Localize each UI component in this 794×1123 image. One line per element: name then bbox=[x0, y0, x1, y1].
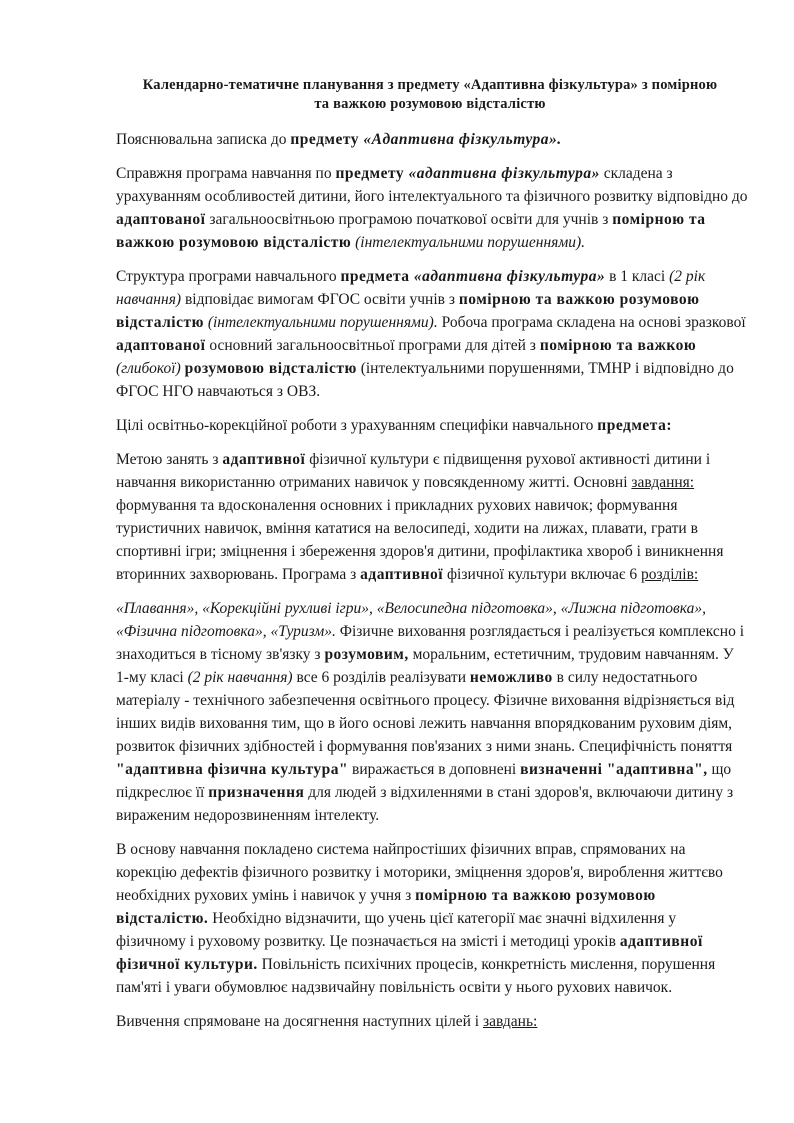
text-run: формування та вдосконалення основних і прикладних рухових навичок; формування туристичних навичок, вміння кататися на велосипеді, ходити на лижах, плавати, грати в спортивні ігри; зміцнення і збереження здоров'я дитини, профілактика хвороб і виникнення вторинних захворювань. Програма з bbox=[116, 497, 724, 583]
paragraph-program-intro bbox=[116, 162, 748, 254]
bold-text-run: визначенні "адаптивна", bbox=[520, 761, 708, 778]
text-run: відповідає вимогам ФГОС освіти учнів з bbox=[181, 291, 459, 308]
text-run: загальноосвітньою програмою початкової освіти для учнів з bbox=[205, 211, 613, 228]
text-run: виражається в доповнені bbox=[348, 761, 521, 778]
text-run: Справжня програма навчання по bbox=[116, 165, 336, 182]
italic-text-run: (інтелектуальними порушеннями). bbox=[207, 314, 438, 331]
bold-text-run: "адаптивна фізична культура" bbox=[116, 761, 349, 778]
text-run: Повільність психічних процесів, конкретність мислення, порушення пам'яті і уваги обумовлює надзвичайну повільність освіти у нього рухових навичок. bbox=[116, 956, 716, 996]
bold-text-run: неможливо bbox=[469, 669, 553, 686]
italic-text-run: (2 рік навчання) bbox=[187, 669, 293, 686]
bold-text-run: помірною та важкою розумовою відсталістю. bbox=[116, 887, 656, 927]
bold-text-run: предмету bbox=[290, 131, 364, 148]
text-run: Робоча програма складена на основі зразкової bbox=[437, 314, 746, 331]
bold-text-run: предмета: bbox=[597, 417, 673, 434]
underlined-text-run: завдання: bbox=[631, 474, 695, 491]
text-run: фізичної культури включає 6 bbox=[443, 566, 641, 583]
bold-text-run: призначення bbox=[208, 784, 305, 801]
bold-text-run: розумовим, bbox=[324, 646, 409, 663]
text-run: основний загальноосвітньої програми для дітей з bbox=[205, 337, 540, 354]
paragraph-goals-heading bbox=[116, 414, 748, 437]
text-run: Структура програми навчального bbox=[116, 268, 341, 285]
bold-text-run: адаптованої bbox=[116, 211, 206, 228]
text-run: Метою занять з bbox=[116, 451, 223, 468]
text-run: все 6 розділів реалізувати bbox=[292, 669, 470, 686]
bold-text-run: розумовою відсталістю bbox=[184, 360, 357, 377]
text-run: Вивчення спрямоване на досягнення наступних цілей і bbox=[116, 1013, 483, 1030]
document-body bbox=[116, 128, 748, 1044]
bold-text-run: предмету bbox=[335, 165, 409, 182]
bold-text-run: адаптивної bbox=[360, 566, 444, 583]
bold-text-run: предмета bbox=[340, 268, 414, 285]
text-run: фізичної культури є підвищення рухової активності дитини і навчання використанню отриманих навичок у повсякденному житті. Основні bbox=[116, 451, 711, 491]
italic-text-run: (2 рік навчання) bbox=[116, 268, 706, 308]
bold-text-run: помірною та важкою розумовою відсталістю bbox=[116, 291, 700, 331]
text-run: в силу недостатнього матеріалу - технічного забезпечення освітнього процесу. Фізичне виховання відрізняється від інших видів виховання тим, що в його основі лежить навчання впорядкованим руховим діям, розвиток фізичних здібностей і формування пов'язаних з ними знань. Специфічність поняття bbox=[116, 669, 735, 755]
bold-italic-text-run: «Адаптивна фізкультура». bbox=[363, 131, 562, 148]
paragraph-program-structure bbox=[116, 265, 748, 403]
text-run: що підкреслює її bbox=[116, 761, 732, 801]
bold-italic-text-run: «адаптивна фізкультура» bbox=[413, 268, 606, 285]
page-title bbox=[100, 76, 760, 114]
text-run: для людей з відхиленнями в стані здоров'я, включаючи дитину з вираженим недорозвиненням інтелекту. bbox=[116, 784, 734, 824]
text-run: (інтелектуальними порушеннями, ТМНР і відповідно до ФГОС НГО навчаються з ОВЗ. bbox=[116, 360, 734, 400]
title-line-1: Календарно-тематичне планування з предмету «Адаптивна фізкультура» з помірною bbox=[142, 77, 718, 93]
text-run: Необхідно відзначити, що учень цієї категорії має значні відхилення у фізичному і руховому розвитку. Це позначається на змісті і методиці уроків bbox=[116, 910, 677, 950]
text-run: Цілі освітньо-корекційної роботи з урахуванням специфіки навчального bbox=[116, 417, 598, 434]
text-run: в 1 класі bbox=[605, 268, 670, 285]
text-run: складена з урахуванням особливостей дитини, його інтелектуального та фізичного розвитку відповідно до bbox=[116, 165, 748, 205]
bold-text-run: помірною та важкою розумовою відсталістю bbox=[116, 211, 706, 251]
paragraph-goal-description bbox=[116, 448, 748, 586]
paragraph-training-basis bbox=[116, 838, 748, 999]
paragraph-explanatory-note bbox=[116, 128, 748, 151]
text-run: Фізичне виховання розглядається і реалізується комплексно і знаходиться в тісному зв'язку з bbox=[116, 623, 745, 663]
bold-text-run: адаптованої bbox=[116, 337, 206, 354]
bold-text-run: адаптивної фізичної культури. bbox=[116, 933, 703, 973]
paragraph-study-aims bbox=[116, 1010, 748, 1033]
italic-text-run: «Плавання», «Корекційні рухливі ігри», «Велосипедна підготовка», «Лижна підготовка», «Фізична підготовка», «Туризм». bbox=[116, 600, 706, 640]
bold-text-run: адаптивної bbox=[222, 451, 306, 468]
italic-text-run: (інтелектуальними порушеннями). bbox=[355, 234, 586, 251]
underlined-text-run: завдань: bbox=[482, 1013, 538, 1030]
paragraph-sections-list bbox=[116, 597, 748, 827]
italic-text-run: (глибокої) bbox=[116, 360, 181, 377]
underlined-text-run: розділів: bbox=[641, 566, 699, 583]
bold-text-run: помірною та важкою bbox=[539, 337, 697, 354]
bold-italic-text-run: «адаптивна фізкультура» bbox=[408, 165, 600, 182]
text-run: Пояснювальна записка до bbox=[116, 131, 291, 148]
title-line-2: та важкою розумовою відсталістю bbox=[314, 96, 546, 112]
text-run: моральним, естетичним, трудовим навчанням. У 1-му класі bbox=[116, 646, 734, 686]
text-run: В основу навчання покладено система найпростіших фізичних вправ, спрямованих на корекцію дефектів фізичного розвитку і моторики, зміцнення здоров'я, вироблення життєво необхідних рухових умінь і навичок у учня з bbox=[116, 841, 723, 904]
